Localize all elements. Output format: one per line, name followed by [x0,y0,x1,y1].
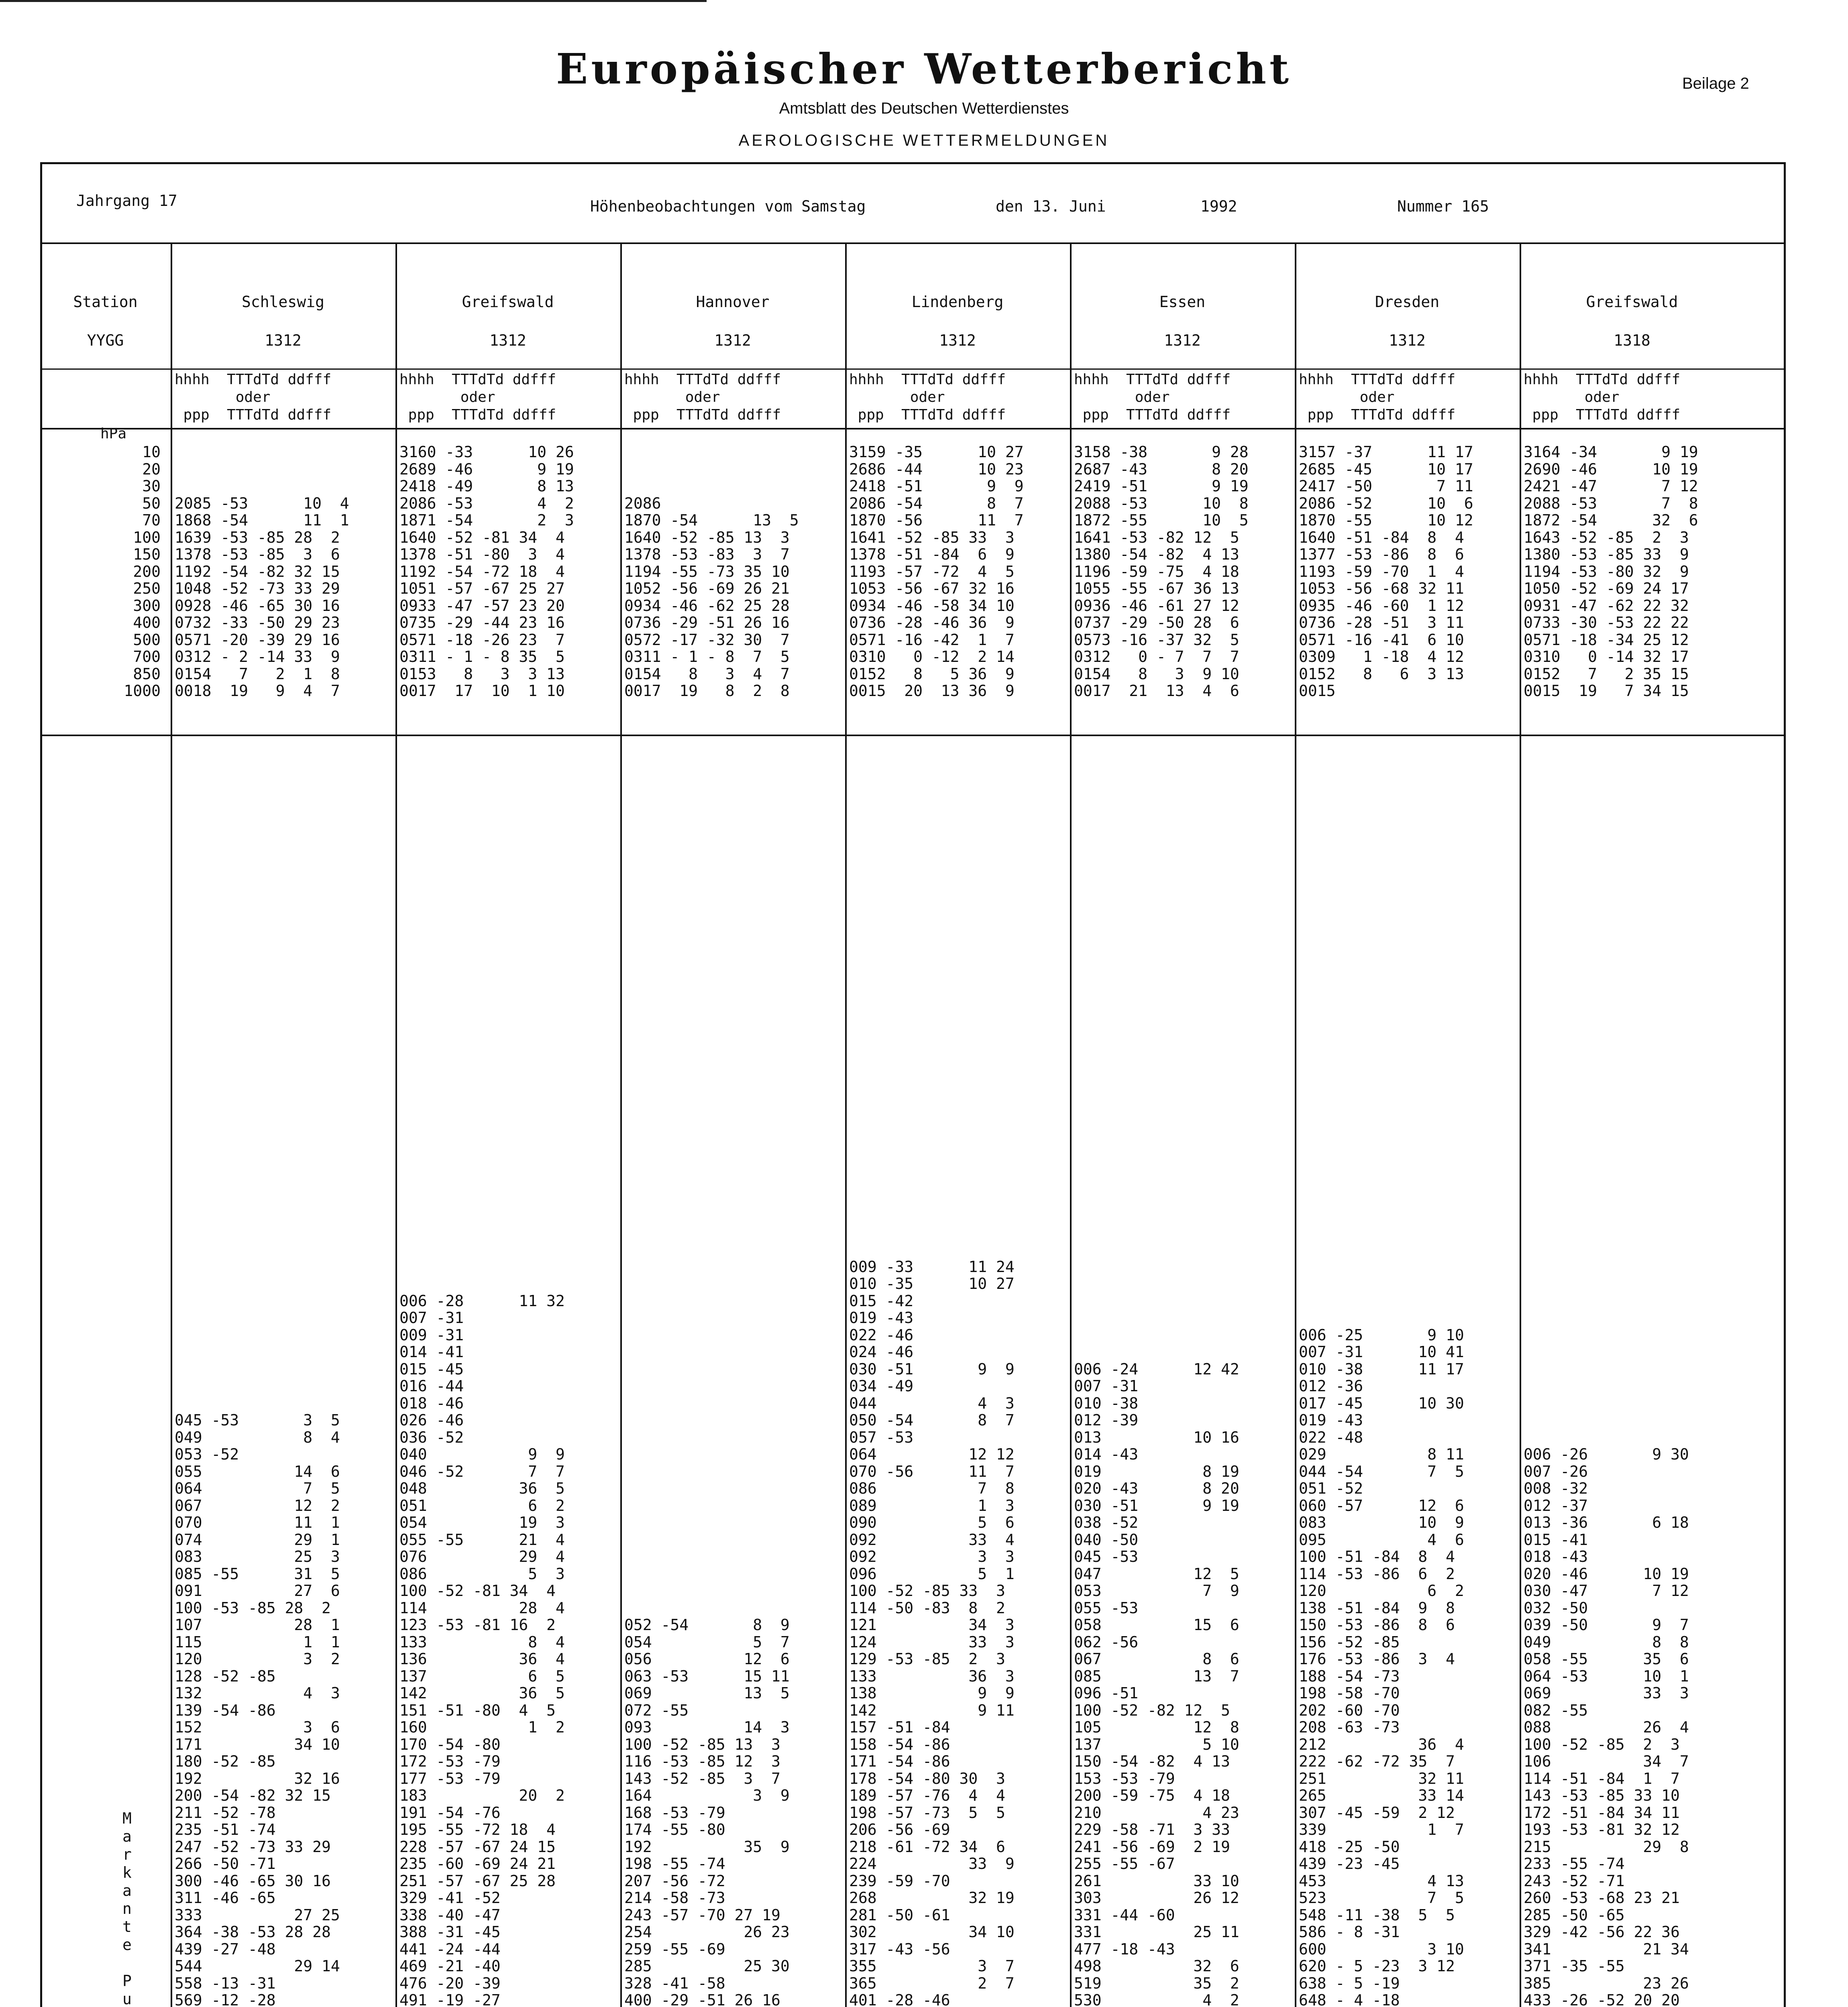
supplement-label: Beilage 2 [1682,75,1749,92]
column-header: hhhh TTTdTd ddfff oder ppp TTTdTd ddfff [849,371,1006,423]
column-separator [171,242,172,2007]
column-separator [845,242,847,2007]
issue-number: Nummer 165 [1397,197,1489,215]
rule-mandatory [40,735,1786,736]
station-name: Greifswald [1586,293,1678,311]
hpa-label: hPa [100,425,127,442]
station-yygg: 1318 [1614,332,1650,349]
station-name: Schleswig [242,293,324,311]
mandatory-levels-data: 3159 -35 10 27 2686 -44 10 23 2418 -51 9 9 2086 -54 8 7 1870 -56 11 7 1641 -52 -85 33 3 1378 -51 -84 6 9 1193 -57 -72 4 5 1053 -56 -67 32 16 0934 -46 -58 34 10 0736 -28 -46 36 9 0571 -16 -42 1 7 0310 0 -12 2 14 0152 8 5 36 9 0015 20 13 36 9 [849,443,1024,700]
column-separator [620,242,622,2007]
significant-levels-data: 006 -26 9 30 007 -26 008 -32 012 -37 013 -36 6 18 015 -41 018 -43 020 -46 10 19 030 -47 7 12 032 -50 039 -50 9 7 049 8 8 058 -55 35 6 064 -53 10 1 069 33 3 082 -55 088 26 4 100 -52 -85 2 3 106 34 7 114 -51 -84 1 7 143 -53 -85 33 10 172 -51 -84 34 11 193 -53 -81 32 12 215 29 8 233 -55 -74 243 -52 -71 260 -53 -68 23 21 285 -50 -65 329 -42 -56 22 36 341 21 34 371 -35 -55 385 23 26 433 -26 -52 20 20 [1524,1445,1689,2007]
observation-year: 1992 [1200,197,1237,215]
observation-date: den 13. Juni [996,197,1106,215]
station-yygg: 1312 [714,332,751,349]
rule-columns [40,428,1786,429]
yygg-label: YYGG [87,332,124,349]
column-header: hhhh TTTdTd ddfff oder ppp TTTdTd ddfff [399,371,556,423]
station-name: Greifswald [462,293,554,311]
mandatory-levels-data: 3158 -38 9 28 2687 -43 8 20 2419 -51 9 19 2088 -53 10 8 1872 -55 10 5 1641 -53 -82 12 5 1380 -54 -82 4 13 1196 -59 -75 4 18 1055 -55 -67 36 13 0936 -46 -61 27 12 0737 -29 -50 28 6 0573 -16 -37 32 5 0312 0 - 7 7 7 0154 8 3 9 10 0017 21 13 4 6 [1074,443,1249,700]
top-rule [0,0,707,2]
rule-info [40,242,1786,244]
significant-levels-data: 052 -54 8 9 054 5 7 056 12 6 063 -53 15 11 069 13 5 072 -55 093 14 3 100 -52 -85 13 3 116 -53 -85 12 3 143 -52 -85 3 7 164 3 9 168 -53 -79 174 -55 -80 192 35 9 198 -55 -74 207 -56 -72 214 -58 -73 243 -57 -70 27 19 254 26 23 259 -55 -69 285 25 30 328 -41 -58 400 -29 -51 26 16 [624,1616,790,2007]
mandatory-levels-data: 2086 1870 -54 13 5 1640 -52 -85 13 3 1378 -53 -83 3 7 1194 -55 -73 35 10 1052 -56 -69 26 21 0934 -46 -62 25 28 0736 -29 -51 26 16 0572 -17 -32 30 7 0311 - 1 - 8 7 5 0154 8 3 4 7 0017 19 8 2 8 [624,494,799,700]
station-yygg: 1312 [1389,332,1426,349]
column-header: hhhh TTTdTd ddfff oder ppp TTTdTd ddfff [624,371,781,423]
column-separator [395,242,397,2007]
significant-levels-data: 006 -25 9 10 007 -31 10 41 010 -38 11 17 012 -36 017 -45 10 30 019 -43 022 -48 029 8 11 044 -54 7 5 051 -52 060 -57 12 6 083 10 9 095 4 6 100 -51 -84 8 4 114 -53 -86 6 2 120 6 2 138 -51 -84 9 8 150 -53 -86 8 6 156 -52 -85 176 -53 -86 3 4 188 -54 -73 198 -58 -70 202 -60 -70 208 -63 -73 212 36 4 222 -62 -72 35 7 251 32 11 265 33 14 307 -45 -59 2 12 339 1 7 418 -25 -50 439 -23 -45 453 4 13 523 7 5 548 -11 -38 5 5 586 - 8 -31 600 3 10 620 - 5 -23 3 12 638 - 5 -19 648 - 4 -18 [1299,1326,1464,2007]
page-subtitle: Amtsblatt des Deutschen Wetterdienstes [779,100,1069,117]
significant-levels-data: 006 -28 11 32 007 -31 009 -31 014 -41 015 -45 016 -44 018 -46 026 -46 036 -52 040 9 9 046 -52 7 7 048 36 5 051 6 2 054 19 3 055 -55 21 4 076 29 4 086 5 3 100 -52 -81 34 4 114 28 4 123 -53 -81 16 2 133 8 4 136 36 4 137 6 5 142 36 5 151 -51 -80 4 5 160 1 2 170 -54 -80 172 -53 -79 177 -53 -79 183 20 2 191 -54 -76 195 -55 -72 18 4 228 -57 -67 24 15 235 -60 -69 24 21 251 -57 -67 25 28 329 -41 -52 338 -40 -47 388 -31 -45 441 -24 -44 469 -21 -40 476 -20 -39 491 -19 -27 [399,1292,565,2007]
jahrgang: Jahrgang 17 [76,192,177,210]
station-yygg: 1312 [489,332,526,349]
column-separator [1295,242,1296,2007]
column-separator [1070,242,1072,2007]
station-name: Lindenberg [911,293,1004,311]
significant-levels-data: 006 -24 12 42 007 -31 010 -38 012 -39 013 10 16 014 -43 019 8 19 020 -43 8 20 030 -51 9 19 038 -52 040 -50 045 -53 047 12 5 053 7 9 055 -53 058 15 6 062 -56 067 8 6 085 13 7 096 -51 100 -52 -82 12 5 105 12 8 137 5 10 150 -54 -82 4 13 153 -53 -79 200 -59 -75 4 18 210 4 23 229 -58 -71 3 33 241 -56 -69 2 19 255 -55 -67 261 33 10 303 26 12 331 -44 -60 331 25 11 477 -18 -43 498 32 6 519 35 2 530 4 2 [1074,1360,1239,2007]
station-yygg: 1312 [265,332,302,349]
markante-punkte-label: M a r k a n t e P u [122,1810,132,2007]
column-header: hhhh TTTdTd ddfff oder ppp TTTdTd ddfff [1524,371,1681,423]
station-yygg: 1312 [939,332,976,349]
mandatory-levels-data: 2085 -53 10 4 1868 -54 11 1 1639 -53 -85 28 2 1378 -53 -85 3 6 1192 -54 -82 32 15 1048 -52 -73 33 29 0928 -46 -65 30 16 0732 -33 -50 29 23 0571 -20 -39 29 16 0312 - 2 -14 33 9 0154 7 2 1 8 0018 19 9 4 7 [175,494,349,700]
mandatory-levels-data: 3164 -34 9 19 2690 -46 10 19 2421 -47 7 12 2088 -53 7 8 1872 -54 32 6 1643 -52 -85 2 3 1380 -53 -85 33 9 1194 -53 -80 32 9 1050 -52 -69 24 17 0931 -47 -62 22 32 0733 -30 -53 22 22 0571 -18 -34 25 12 0310 0 -14 32 17 0152 7 2 35 15 0015 19 7 34 15 [1524,443,1698,700]
rule-header [40,368,1786,370]
column-header: hhhh TTTdTd ddfff oder ppp TTTdTd ddfff [1299,371,1456,423]
column-header: hhhh TTTdTd ddfff oder ppp TTTdTd ddfff [1074,371,1231,423]
station-name: Dresden [1375,293,1440,311]
column-separator [1520,242,1521,2007]
station-yygg: 1312 [1164,332,1201,349]
page-title: Europäischer Wetterbericht [556,44,1292,94]
significant-levels-data: 009 -33 11 24 010 -35 10 27 015 -42 019 -43 022 -46 024 -46 030 -51 9 9 034 -49 044 4 3 050 -54 8 7 057 -53 064 12 12 070 -56 11 7 086 7 8 089 1 3 090 5 6 092 33 4 092 3 3 096 5 1 100 -52 -85 33 3 114 -50 -83 8 2 121 34 3 124 33 3 129 -53 -85 2 3 133 36 3 138 9 9 142 9 11 157 -51 -84 158 -54 -86 171 -54 -86 178 -54 -80 30 3 189 -57 -76 4 4 198 -57 -73 5 5 206 -56 -69 218 -61 -72 34 6 224 33 9 239 -59 -70 268 32 19 281 -50 -61 302 34 10 317 -43 -56 355 3 7 365 2 7 401 -28 -46 [849,1258,1015,2007]
mandatory-levels: 10 20 30 50 70 100 150 200 250 300 400 500 700 850 1000 [124,443,161,700]
station-name: Essen [1159,293,1206,311]
observation-title: Höhenbeobachtungen vom Samstag [590,197,866,215]
mandatory-levels-data: 3157 -37 11 17 2685 -45 10 17 2417 -50 7 11 2086 -52 10 6 1870 -55 10 12 1640 -51 -84 8 4 1377 -53 -86 8 6 1193 -59 -70 1 4 1053 -56 -68 32 11 0935 -46 -60 1 12 0736 -28 -51 3 11 0571 -16 -41 6 10 0309 1 -18 4 12 0152 8 6 3 13 0015 [1299,443,1473,700]
column-header: hhhh TTTdTd ddfff oder ppp TTTdTd ddfff [175,371,332,423]
station-name: Hannover [696,293,770,311]
section-heading: AEROLOGISCHE WETTERMELDUNGEN [738,132,1110,149]
station-label: Station [73,293,138,311]
significant-levels-data: 045 -53 3 5 049 8 4 053 -52 055 14 6 064 7 5 067 12 2 070 11 1 074 29 1 083 25 3 085 -55 31 5 091 27 6 100 -53 -85 28 2 107 28 1 115 1 1 120 3 2 128 -52 -85 132 4 3 139 -54 -86 152 3 6 171 34 10 180 -52 -85 192 32 16 200 -54 -82 32 15 211 -52 -78 235 -51 -74 247 -52 -73 33 29 266 -50 -71 300 -46 -65 30 16 311 -46 -65 333 27 25 364 -38 -53 28 28 439 -27 -48 544 29 14 558 -13 -31 569 -12 -28 [175,1411,340,2007]
mandatory-levels-data: 3160 -33 10 26 2689 -46 9 19 2418 -49 8 13 2086 -53 4 2 1871 -54 2 3 1640 -52 -81 34 4 1378 -51 -80 3 4 1192 -54 -72 18 4 1051 -57 -67 25 27 0933 -47 -57 23 20 0735 -29 -44 23 16 0571 -18 -26 23 7 0311 - 1 - 8 35 5 0153 8 3 3 13 0017 17 10 1 10 [399,443,574,700]
